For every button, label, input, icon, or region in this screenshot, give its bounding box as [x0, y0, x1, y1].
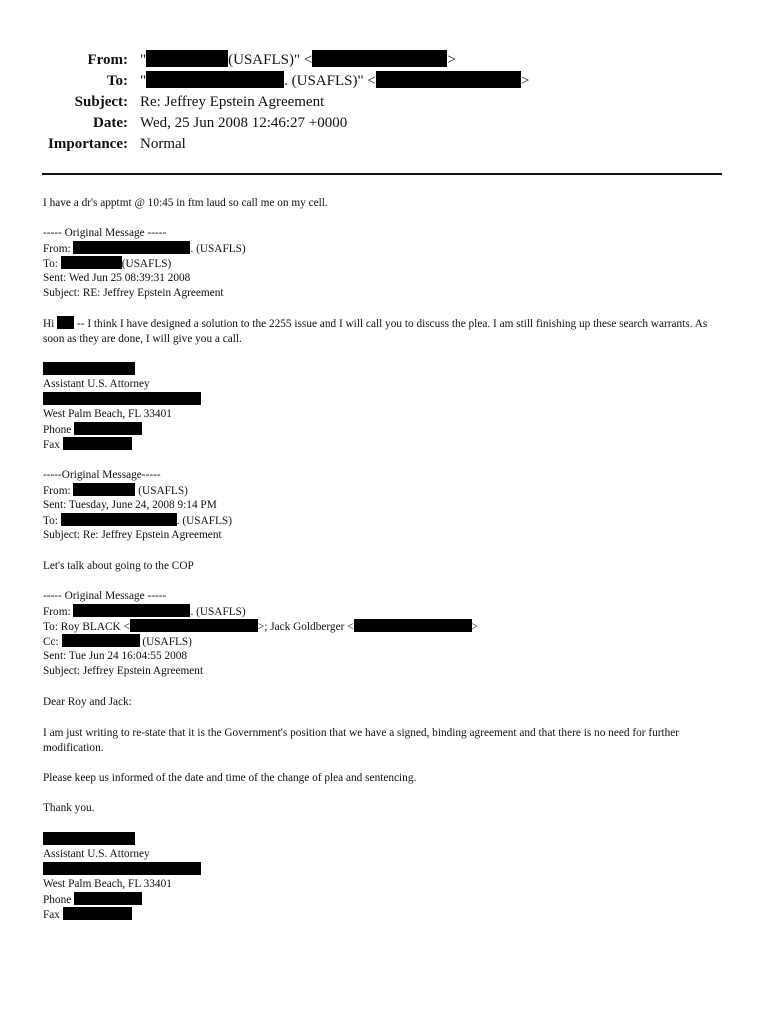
orig2-title: -----Original Message-----: [43, 469, 161, 481]
redaction-bar: [146, 71, 284, 88]
header-divider: [42, 173, 722, 175]
from-close: >: [447, 52, 456, 68]
orig3-title: ----- Original Message -----: [43, 590, 167, 602]
orig1-from: From: . (USAFLS): [43, 243, 246, 255]
redaction-bar: [376, 71, 521, 88]
body-line-1: I have a dr's apptmt @ 10:45 in ftm laud so call me on my cell.: [43, 197, 328, 209]
sig2-fax: Fax: [43, 907, 132, 922]
orig2-sent: Sent: Tuesday, June 24, 2008 9:14 PM: [43, 499, 217, 511]
orig1-sent: Sent: Wed Jun 25 08:39:31 2008: [43, 272, 191, 284]
paragraph-position: I am just writing to re-state that it is the Government's position that we have a signed, binding agreement and that there is no need for further modification.: [43, 727, 680, 754]
redaction-bar: [43, 862, 201, 875]
sig1-name: [43, 362, 135, 377]
redaction-bar: [146, 50, 228, 67]
redaction-bar: [43, 392, 201, 405]
subject-value: Re: Jeffrey Epstein Agreement: [140, 94, 325, 110]
paragraph-inform: Please keep us informed of the date and time of the change of plea and sentencing.: [43, 772, 417, 784]
orig3-to: To: Roy BLACK < >; Jack Goldberger < >: [43, 621, 478, 633]
orig2-subject: Subject: Re: Jeffrey Epstein Agreement: [43, 529, 222, 541]
redaction-bar: [130, 619, 258, 632]
to-quote: ": [140, 73, 147, 89]
subject-label: Subject:: [74, 94, 128, 110]
header-to-row: [0, 71, 760, 91]
orig1-to: To: (USAFLS): [43, 258, 172, 270]
header-importance-row: [0, 134, 760, 154]
redaction-bar: [62, 634, 140, 647]
importance-value: Normal: [140, 136, 186, 152]
sig2-phone: Phone: [43, 892, 142, 907]
header-date-row: [0, 113, 760, 133]
orig1-title: ----- Original Message -----: [43, 227, 167, 239]
redaction-bar: [43, 832, 135, 845]
to-close: >: [520, 73, 530, 89]
orig2-to: To: . (USAFLS): [43, 515, 232, 527]
sig2-city: West Palm Beach, FL 33401: [43, 878, 172, 890]
orig3-subject: Subject: Jeffrey Epstein Agreement: [43, 665, 204, 677]
orig2-from: From: (USAFLS): [43, 485, 188, 497]
orig3-sent: Sent: Tue Jun 24 16:04:55 2008: [43, 650, 188, 662]
importance-label: Importance:: [48, 136, 128, 152]
redaction-bar: [57, 316, 74, 329]
from-org: (USAFLS)" <: [228, 52, 313, 68]
header-subject-row: [0, 92, 760, 112]
redaction-bar: [74, 422, 142, 435]
to-org: . (USAFLS)" <: [284, 73, 376, 89]
redaction-bar: [61, 256, 122, 269]
date-value: Wed, 25 Jun 2008 12:46:27 +0000: [140, 115, 348, 131]
sig2-title: Assistant U.S. Attorney: [43, 848, 150, 860]
redaction-bar: [73, 241, 190, 254]
redaction-bar: [74, 892, 142, 905]
date-label: Date:: [93, 115, 128, 131]
greeting: Dear Roy and Jack:: [43, 696, 132, 708]
sig2-name: [43, 832, 135, 847]
sig1-city: West Palm Beach, FL 33401: [43, 408, 172, 420]
redaction-bar: [312, 50, 447, 67]
sig1-phone: Phone: [43, 422, 142, 437]
redaction-bar: [354, 619, 472, 632]
redaction-bar: [73, 483, 135, 496]
thanks-line: Thank you.: [43, 802, 95, 814]
redaction-bar: [63, 907, 132, 920]
header-from-row: [0, 50, 760, 70]
sig2-office: [43, 862, 201, 877]
redaction-bar: [61, 513, 177, 526]
sig1-fax: Fax: [43, 437, 132, 452]
redaction-bar: [63, 437, 132, 450]
paragraph-solution: Hi -- I think I have designed a solution to the 2255 issue and I will call you to discuss the plea. I am still finishing up these search warrants. As soon as they are done, I will give you a call.: [43, 318, 708, 345]
redaction-bar: [73, 604, 190, 617]
from-quote: ": [140, 52, 147, 68]
orig3-from: From: . (USAFLS): [43, 606, 246, 618]
redaction-bar: [43, 362, 135, 375]
sig1-office: [43, 392, 201, 407]
to-label: To:: [106, 73, 128, 89]
sig1-title: Assistant U.S. Attorney: [43, 378, 150, 390]
body-line-2: Let's talk about going to the COP: [43, 560, 194, 572]
from-label: From:: [87, 52, 128, 68]
orig1-subject: Subject: RE: Jeffrey Epstein Agreement: [43, 287, 224, 299]
orig3-cc: Cc: (USAFLS): [43, 636, 192, 648]
